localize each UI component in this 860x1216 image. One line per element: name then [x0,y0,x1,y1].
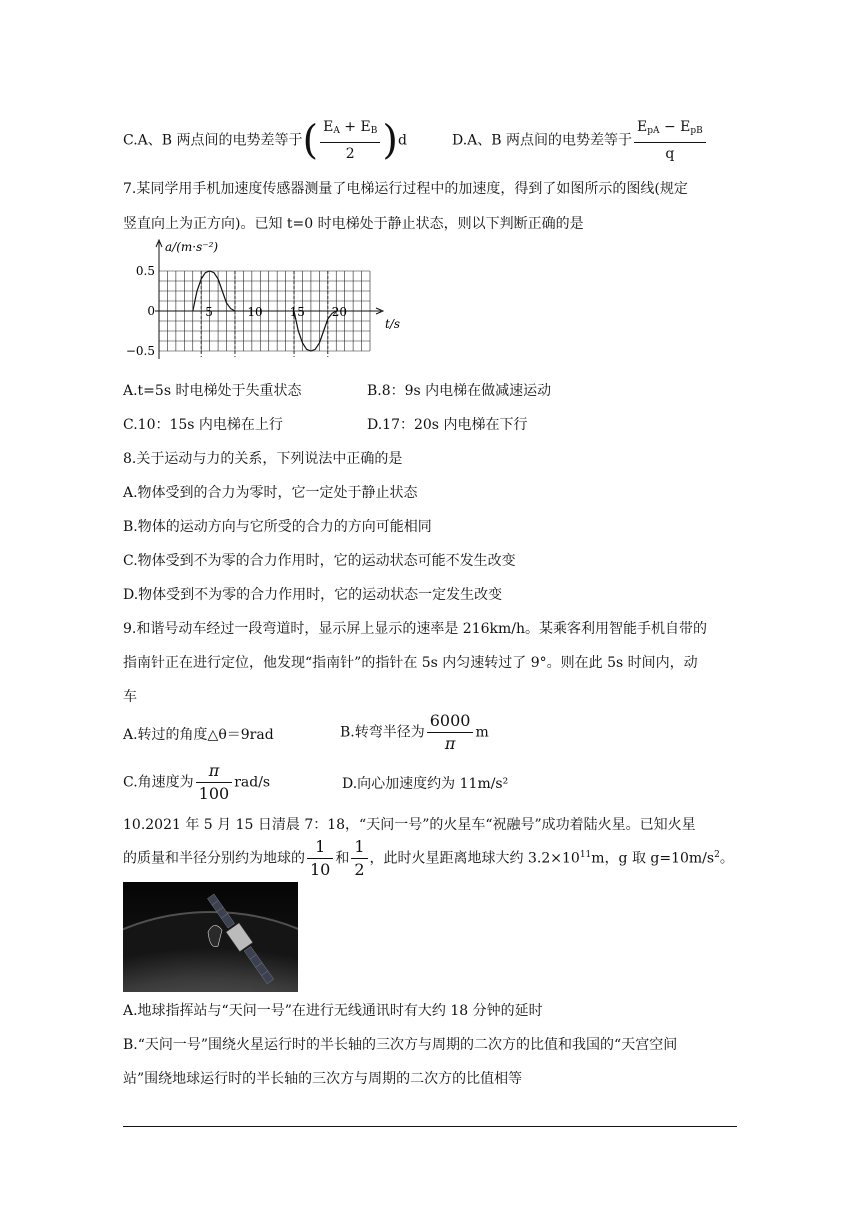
q8-option-b: B.物体的运动方向与它所受的合力的方向可能相同 [123,519,432,535]
chart-y-axis-label: a/(m·s⁻²) [165,240,219,254]
q7-option-c: C.10：15s 内电梯在上行 [123,417,283,433]
q9-option-c [123,762,270,803]
q9-option-b-unit: m [475,724,489,741]
q10-text: ，此时火星距离地球大约 3.2×10 [369,850,580,867]
q10-option-a: A.地球指挥站与“天问一号”在进行无线通讯时有大约 18 分钟的延时 [123,1003,543,1019]
superscript: 2 [714,849,720,860]
symbol-e: E [680,119,691,135]
y-tick-label: 0 [147,304,155,318]
operator: − [659,119,681,135]
fraction-denominator: 2 [354,860,365,879]
subscript: A [333,126,340,136]
q10-option-b-line2: 站”围绕地球运行时的半长轴的三次方与周期的二次方的比值相等 [123,1071,523,1087]
q8-option-c: C.物体受到不为零的合力作用时，它的运动状态可能不发生改变 [123,553,516,569]
q9-stem-line2: 指南针正在进行定位，他发现“指南针”的指针在 5s 内匀速转过了 9°。则在此 5s 时间内，动 [123,655,698,671]
q9-option-b-fraction [427,712,474,753]
q9-stem-line1: 9.和谐号动车经过一段弯道时，显示屏上显示的速率是 216km/h。某乘客利用智能手机自带的 [123,621,708,637]
q10-and: 和 [335,850,350,867]
symbol-e: E [360,119,371,135]
q10-text: m，g 取 g=10m/s [591,850,715,867]
q6-option-d [452,118,708,163]
q10-stem-line2 [123,838,734,879]
q7-option-b: B.8：9s 内电梯在做减速运动 [367,383,552,399]
q10-fraction-1 [307,838,333,879]
q9-option-b [340,712,489,753]
fraction-numerator: 1 [307,838,333,859]
left-paren: ( [302,117,319,164]
x-tick-label: 20 [331,305,348,319]
y-tick-label: 0.5 [135,264,155,278]
q9-option-c-unit: rad/s [234,774,271,791]
q8-stem: 8.关于运动与力的关系，下列说法中正确的是 [123,451,403,467]
x-tick-label: 5 [205,305,213,319]
mars-orbiter-image [123,882,298,992]
symbol-e: E [637,119,648,135]
fraction-numerator [320,118,380,143]
q9-option-c-prefix: C.角速度为 [123,774,194,791]
fraction-denominator: 2 [345,146,355,162]
fraction-denominator: π [444,734,456,753]
y-tick-label: −0.5 [125,344,155,358]
subscript: pA [647,126,660,136]
fraction-denominator: 100 [198,784,230,803]
subscript: pB [690,126,703,136]
right-paren: ) [382,117,398,164]
subscript: B [370,126,378,136]
fraction-numerator: π [196,762,233,783]
q10-text: 的质量和半径分别约为地球的 [123,850,305,867]
q7-stem-line1: 7.某同学用手机加速度传感器测量了电梯运行过程中的加速度，得到了如图所示的图线(规定 [123,181,688,197]
q6-option-d-fraction [634,118,706,163]
fraction-numerator [634,118,706,143]
fraction-denominator: 10 [310,860,331,879]
q6-option-c-prefix: C.A、B 两点间的电势差等于 [123,132,303,149]
q10-fraction-2 [351,838,367,879]
chart-x-axis-label: t/s [385,317,401,331]
fraction-numerator: 6000 [427,712,474,733]
footer-divider [123,1126,737,1127]
q6-option-c-fraction [320,118,380,163]
q6-option-d-prefix: D.A、B 两点间的电势差等于 [452,132,633,149]
q6-option-c [123,118,407,163]
fraction-denominator: q [665,146,675,162]
q8-option-d: D.物体受到不为零的合力作用时，它的运动状态一定发生改变 [123,587,503,603]
q9-option-b-prefix: B.转弯半径为 [340,724,425,741]
q10-option-b-line1: B.“天问一号”围绕火星运行时的半长轴的三次方与周期的二次方的比值和我国的“天宫空间 [123,1037,678,1053]
q7-option-d: D.17：20s 内电梯在下行 [367,417,528,433]
q9-option-d: D.向心加速度约为 11m/s² [342,776,509,792]
q8-option-a: A.物体受到的合力为零时，它一定处于静止状态 [123,485,418,501]
operator: + [339,119,361,135]
q9-option-c-fraction [196,762,233,803]
x-tick-label: 10 [247,305,263,319]
acceleration-chart [123,236,413,364]
mars-orbiter-photo [123,882,298,992]
fraction-numerator: 1 [351,838,367,859]
q6-option-c-suffix: d [397,132,407,149]
q7-stem-line2: 竖直向上为正方向)。已知 t=0 时电梯处于静止状态，则以下判断正确的是 [123,216,584,232]
q7-option-a: A.t=5s 时电梯处于失重状态 [123,383,302,399]
symbol-e: E [323,119,334,135]
x-tick-label: 15 [289,305,305,319]
q10-text: 。 [719,850,734,867]
q10-stem-line1: 10.2021 年 5 月 15 日清晨 7：18，“天问一号”的火星车“祝融号”成功着陆火星。已知火星 [123,817,696,833]
superscript: 11 [579,849,592,860]
q9-stem-line3: 车 [123,689,137,705]
q9-option-a: A.转过的角度△θ＝9rad [123,727,274,743]
